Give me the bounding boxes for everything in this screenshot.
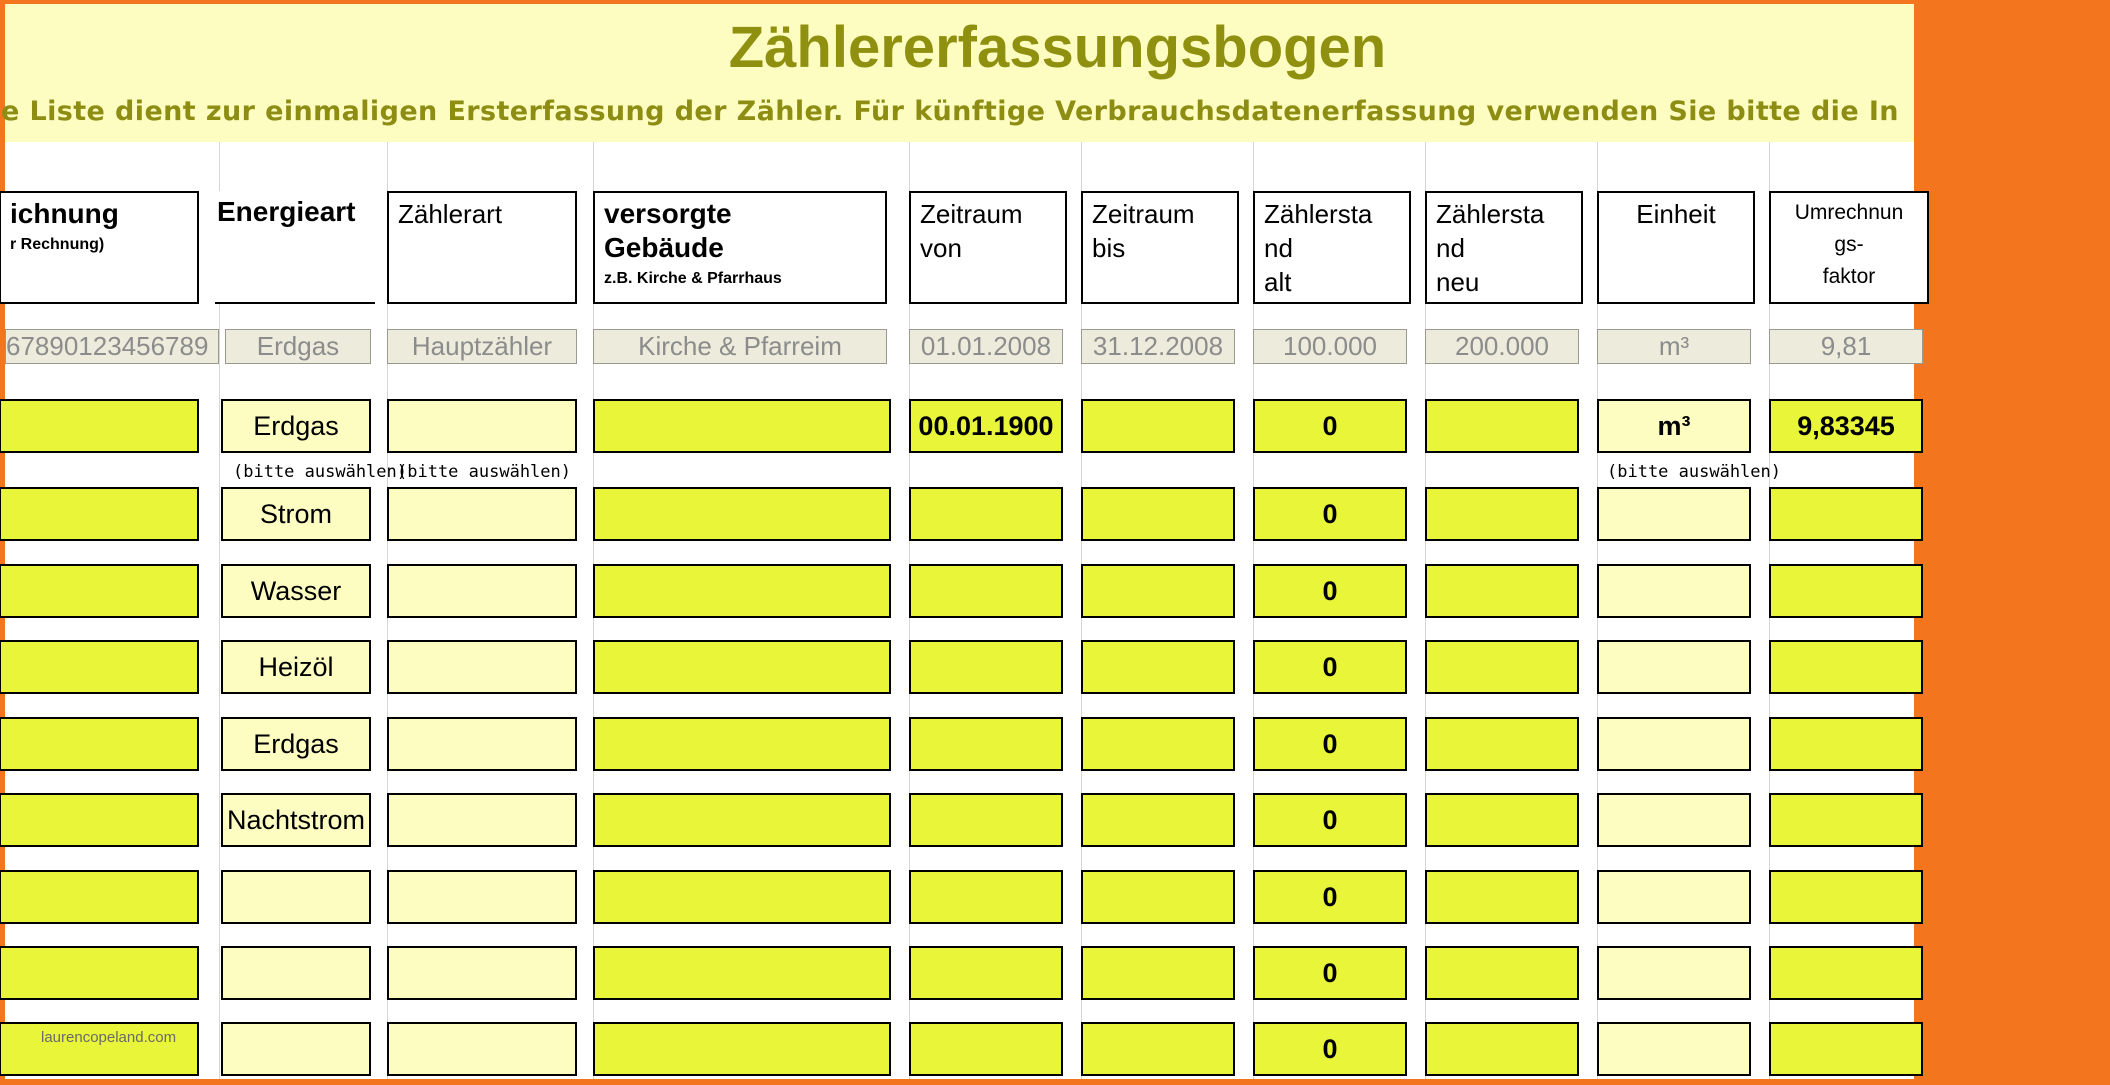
cell-energieart-row6[interactable]: Nachtstrom <box>221 793 371 847</box>
cell-faktor-row6[interactable] <box>1769 793 1923 847</box>
cell-einheit-row2[interactable] <box>1597 487 1751 541</box>
cell-faktor-row8[interactable] <box>1769 946 1923 1000</box>
watermark: laurencopeland.com <box>41 1029 177 1046</box>
cell-bezeichnung-row5[interactable] <box>0 717 199 771</box>
cell-alt-row6[interactable]: 0 <box>1253 793 1407 847</box>
cell-faktor-row5[interactable] <box>1769 717 1923 771</box>
cell-bis-row6[interactable] <box>1081 793 1235 847</box>
cell-faktor-row7[interactable] <box>1769 870 1923 924</box>
cell-zaehlerart-row4[interactable] <box>387 640 577 694</box>
cell-neu-row4[interactable] <box>1425 640 1579 694</box>
cell-neu-row6[interactable] <box>1425 793 1579 847</box>
cell-alt-row3[interactable]: 0 <box>1253 564 1407 618</box>
cell-von-row8[interactable] <box>909 946 1063 1000</box>
cell-energieart-row3[interactable]: Wasser <box>221 564 371 618</box>
header-zaehlerart-label: Zählerart <box>398 199 503 229</box>
cell-bezeichnung-row7[interactable] <box>0 870 199 924</box>
cell-zaehlerart-row5[interactable] <box>387 717 577 771</box>
cell-bezeichnung-row4[interactable] <box>0 640 199 694</box>
header-zaehlerstand-alt <box>1253 191 1411 304</box>
header-faktor-line2: gs- <box>1834 233 1864 256</box>
cell-faktor-row3[interactable] <box>1769 564 1923 618</box>
cell-zaehlerart-row1[interactable] <box>387 399 577 453</box>
cell-neu-row8[interactable] <box>1425 946 1579 1000</box>
header-bis-line1: Zeitraum <box>1092 199 1195 229</box>
header-energieart: Energieart <box>215 191 375 304</box>
page-subtitle: e Liste dient zur einmaligen Ersterfassung der Zähler. Für künftige Verbrauchsdatenerfassung verwenden Sie bitte die In <box>1 96 1899 127</box>
cell-bezeichnung-row3[interactable] <box>0 564 199 618</box>
cell-energieart-row8[interactable] <box>221 946 371 1000</box>
cell-bezeichnung-row8[interactable] <box>0 946 199 1000</box>
cell-neu-row1[interactable] <box>1425 399 1579 453</box>
cell-bezeichnung-row2[interactable] <box>0 487 199 541</box>
header-bezeichnung-label: ichnung <box>10 198 119 229</box>
cell-zaehlerart-row8[interactable] <box>387 946 577 1000</box>
cell-gebaeude-row8[interactable] <box>593 946 891 1000</box>
cell-zaehlerart-row7[interactable] <box>387 870 577 924</box>
header-faktor-line3: faktor <box>1822 265 1876 288</box>
example-von: 01.01.2008 <box>909 329 1063 364</box>
example-gebaeude: Kirche & Pfarreim <box>593 329 887 364</box>
header-gebaeude-line1: versorgte <box>604 198 732 229</box>
cell-alt-row4[interactable]: 0 <box>1253 640 1407 694</box>
cell-alt-row1[interactable]: 0 <box>1253 399 1407 453</box>
example-faktor: 9,81 <box>1769 329 1923 364</box>
hint-energieart: (bitte auswählen) <box>233 462 407 482</box>
cell-einheit-row8[interactable] <box>1597 946 1751 1000</box>
cell-alt-row7[interactable]: 0 <box>1253 870 1407 924</box>
cell-neu-row3[interactable] <box>1425 564 1579 618</box>
header-zaehlerart <box>387 191 577 304</box>
header-neu-line3: neu <box>1436 267 1480 297</box>
example-neu: 200.000 <box>1425 329 1579 364</box>
header-alt-line3: alt <box>1264 267 1292 297</box>
example-zaehlerart: Hauptzähler <box>387 329 577 364</box>
cell-neu-row5[interactable] <box>1425 717 1579 771</box>
header-einheit-label: Einheit <box>1636 199 1716 229</box>
cell-von-row5[interactable] <box>909 717 1063 771</box>
cell-von-row9[interactable] <box>909 1022 1063 1076</box>
cell-faktor-row4[interactable] <box>1769 640 1923 694</box>
cell-von-row2[interactable] <box>909 487 1063 541</box>
cell-gebaeude-row1[interactable] <box>593 399 891 453</box>
cell-faktor-row1[interactable]: 9,83345 <box>1769 399 1923 453</box>
header-neu-line1: Zählersta <box>1436 199 1545 229</box>
header-neu-line2: nd <box>1436 233 1465 263</box>
cell-gebaeude-row5[interactable] <box>593 717 891 771</box>
header-von-line2: von <box>920 233 962 263</box>
cell-gebaeude-row6[interactable] <box>593 793 891 847</box>
header-faktor <box>1769 191 1929 304</box>
header-alt-line1: Zählersta <box>1264 199 1373 229</box>
cell-zaehlerart-row2[interactable] <box>387 487 577 541</box>
example-einheit: m³ <box>1597 329 1751 364</box>
cell-alt-row2[interactable]: 0 <box>1253 487 1407 541</box>
hint-zaehlerart: (bitte auswählen) <box>397 462 571 482</box>
cell-von-row3[interactable] <box>909 564 1063 618</box>
cell-bis-row2[interactable] <box>1081 487 1235 541</box>
cell-bezeichnung-row1[interactable] <box>0 399 199 453</box>
cell-energieart-row5[interactable]: Erdgas <box>221 717 371 771</box>
cell-bis-row3[interactable] <box>1081 564 1235 618</box>
cell-gebaeude-row3[interactable] <box>593 564 891 618</box>
cell-gebaeude-row9[interactable] <box>593 1022 891 1076</box>
header-zaehlerstand-neu <box>1425 191 1583 304</box>
example-bis: 31.12.2008 <box>1081 329 1235 364</box>
header-gebaeude <box>593 191 887 304</box>
cell-energieart-row7[interactable] <box>221 870 371 924</box>
cell-von-row6[interactable] <box>909 793 1063 847</box>
cell-energieart-row9[interactable] <box>221 1022 371 1076</box>
cell-einheit-row7[interactable] <box>1597 870 1751 924</box>
header-gebaeude-line2: Gebäude <box>604 232 724 263</box>
cell-alt-row5[interactable]: 0 <box>1253 717 1407 771</box>
spreadsheet-window <box>1 4 1914 1079</box>
cell-bis-row7[interactable] <box>1081 870 1235 924</box>
header-bezeichnung-sub: r Rechnung) <box>10 236 105 253</box>
cell-energieart-row2[interactable]: Strom <box>221 487 371 541</box>
cell-energieart-row4[interactable]: Heizöl <box>221 640 371 694</box>
hint-einheit: (bitte auswählen) <box>1607 462 1781 482</box>
cell-gebaeude-row7[interactable] <box>593 870 891 924</box>
cell-faktor-row9[interactable] <box>1769 1022 1923 1076</box>
cell-zaehlerart-row6[interactable] <box>387 793 577 847</box>
cell-neu-row7[interactable] <box>1425 870 1579 924</box>
cell-alt-row9[interactable]: 0 <box>1253 1022 1407 1076</box>
cell-zaehlerart-row3[interactable] <box>387 564 577 618</box>
cell-neu-row9[interactable] <box>1425 1022 1579 1076</box>
cell-von-row4[interactable] <box>909 640 1063 694</box>
header-bis-line2: bis <box>1092 233 1126 263</box>
cell-einheit-row3[interactable] <box>1597 564 1751 618</box>
example-bezeichnung: 67890123456789 <box>5 329 219 364</box>
cell-von-row7[interactable] <box>909 870 1063 924</box>
cell-zaehlerart-row9[interactable] <box>387 1022 577 1076</box>
header-bezeichnung <box>0 191 199 304</box>
cell-bis-row4[interactable] <box>1081 640 1235 694</box>
cell-bis-row1[interactable] <box>1081 399 1235 453</box>
example-alt: 100.000 <box>1253 329 1407 364</box>
header-gebaeude-sub: z.B. Kirche & Pfarrhaus <box>604 270 782 287</box>
cell-neu-row2[interactable] <box>1425 487 1579 541</box>
cell-einheit-row4[interactable] <box>1597 640 1751 694</box>
cell-einheit-row6[interactable] <box>1597 793 1751 847</box>
cell-bis-row9[interactable] <box>1081 1022 1235 1076</box>
header-zeitraum-bis <box>1081 191 1239 304</box>
header-alt-line2: nd <box>1264 233 1293 263</box>
cell-bis-row8[interactable] <box>1081 946 1235 1000</box>
cell-einheit-row1[interactable]: m³ <box>1597 399 1751 453</box>
header-einheit <box>1597 191 1755 304</box>
page-title: Zählererfassungsbogen <box>728 15 1387 80</box>
header-zeitraum-von <box>909 191 1067 304</box>
cell-einheit-row5[interactable] <box>1597 717 1751 771</box>
header-faktor-line1: Umrechnun <box>1794 201 1904 224</box>
cell-von-row1[interactable]: 00.01.1900 <box>909 399 1063 453</box>
cell-bezeichnung-row6[interactable] <box>0 793 199 847</box>
cell-einheit-row9[interactable] <box>1597 1022 1751 1076</box>
cell-gebaeude-row4[interactable] <box>593 640 891 694</box>
cell-energieart-row1[interactable]: Erdgas <box>221 399 371 453</box>
header-von-line1: Zeitraum <box>920 199 1023 229</box>
cell-bis-row5[interactable] <box>1081 717 1235 771</box>
title-banner <box>1 4 1914 142</box>
cell-gebaeude-row2[interactable] <box>593 487 891 541</box>
cell-faktor-row2[interactable] <box>1769 487 1923 541</box>
example-energieart: Erdgas <box>225 329 371 364</box>
cell-alt-row8[interactable]: 0 <box>1253 946 1407 1000</box>
